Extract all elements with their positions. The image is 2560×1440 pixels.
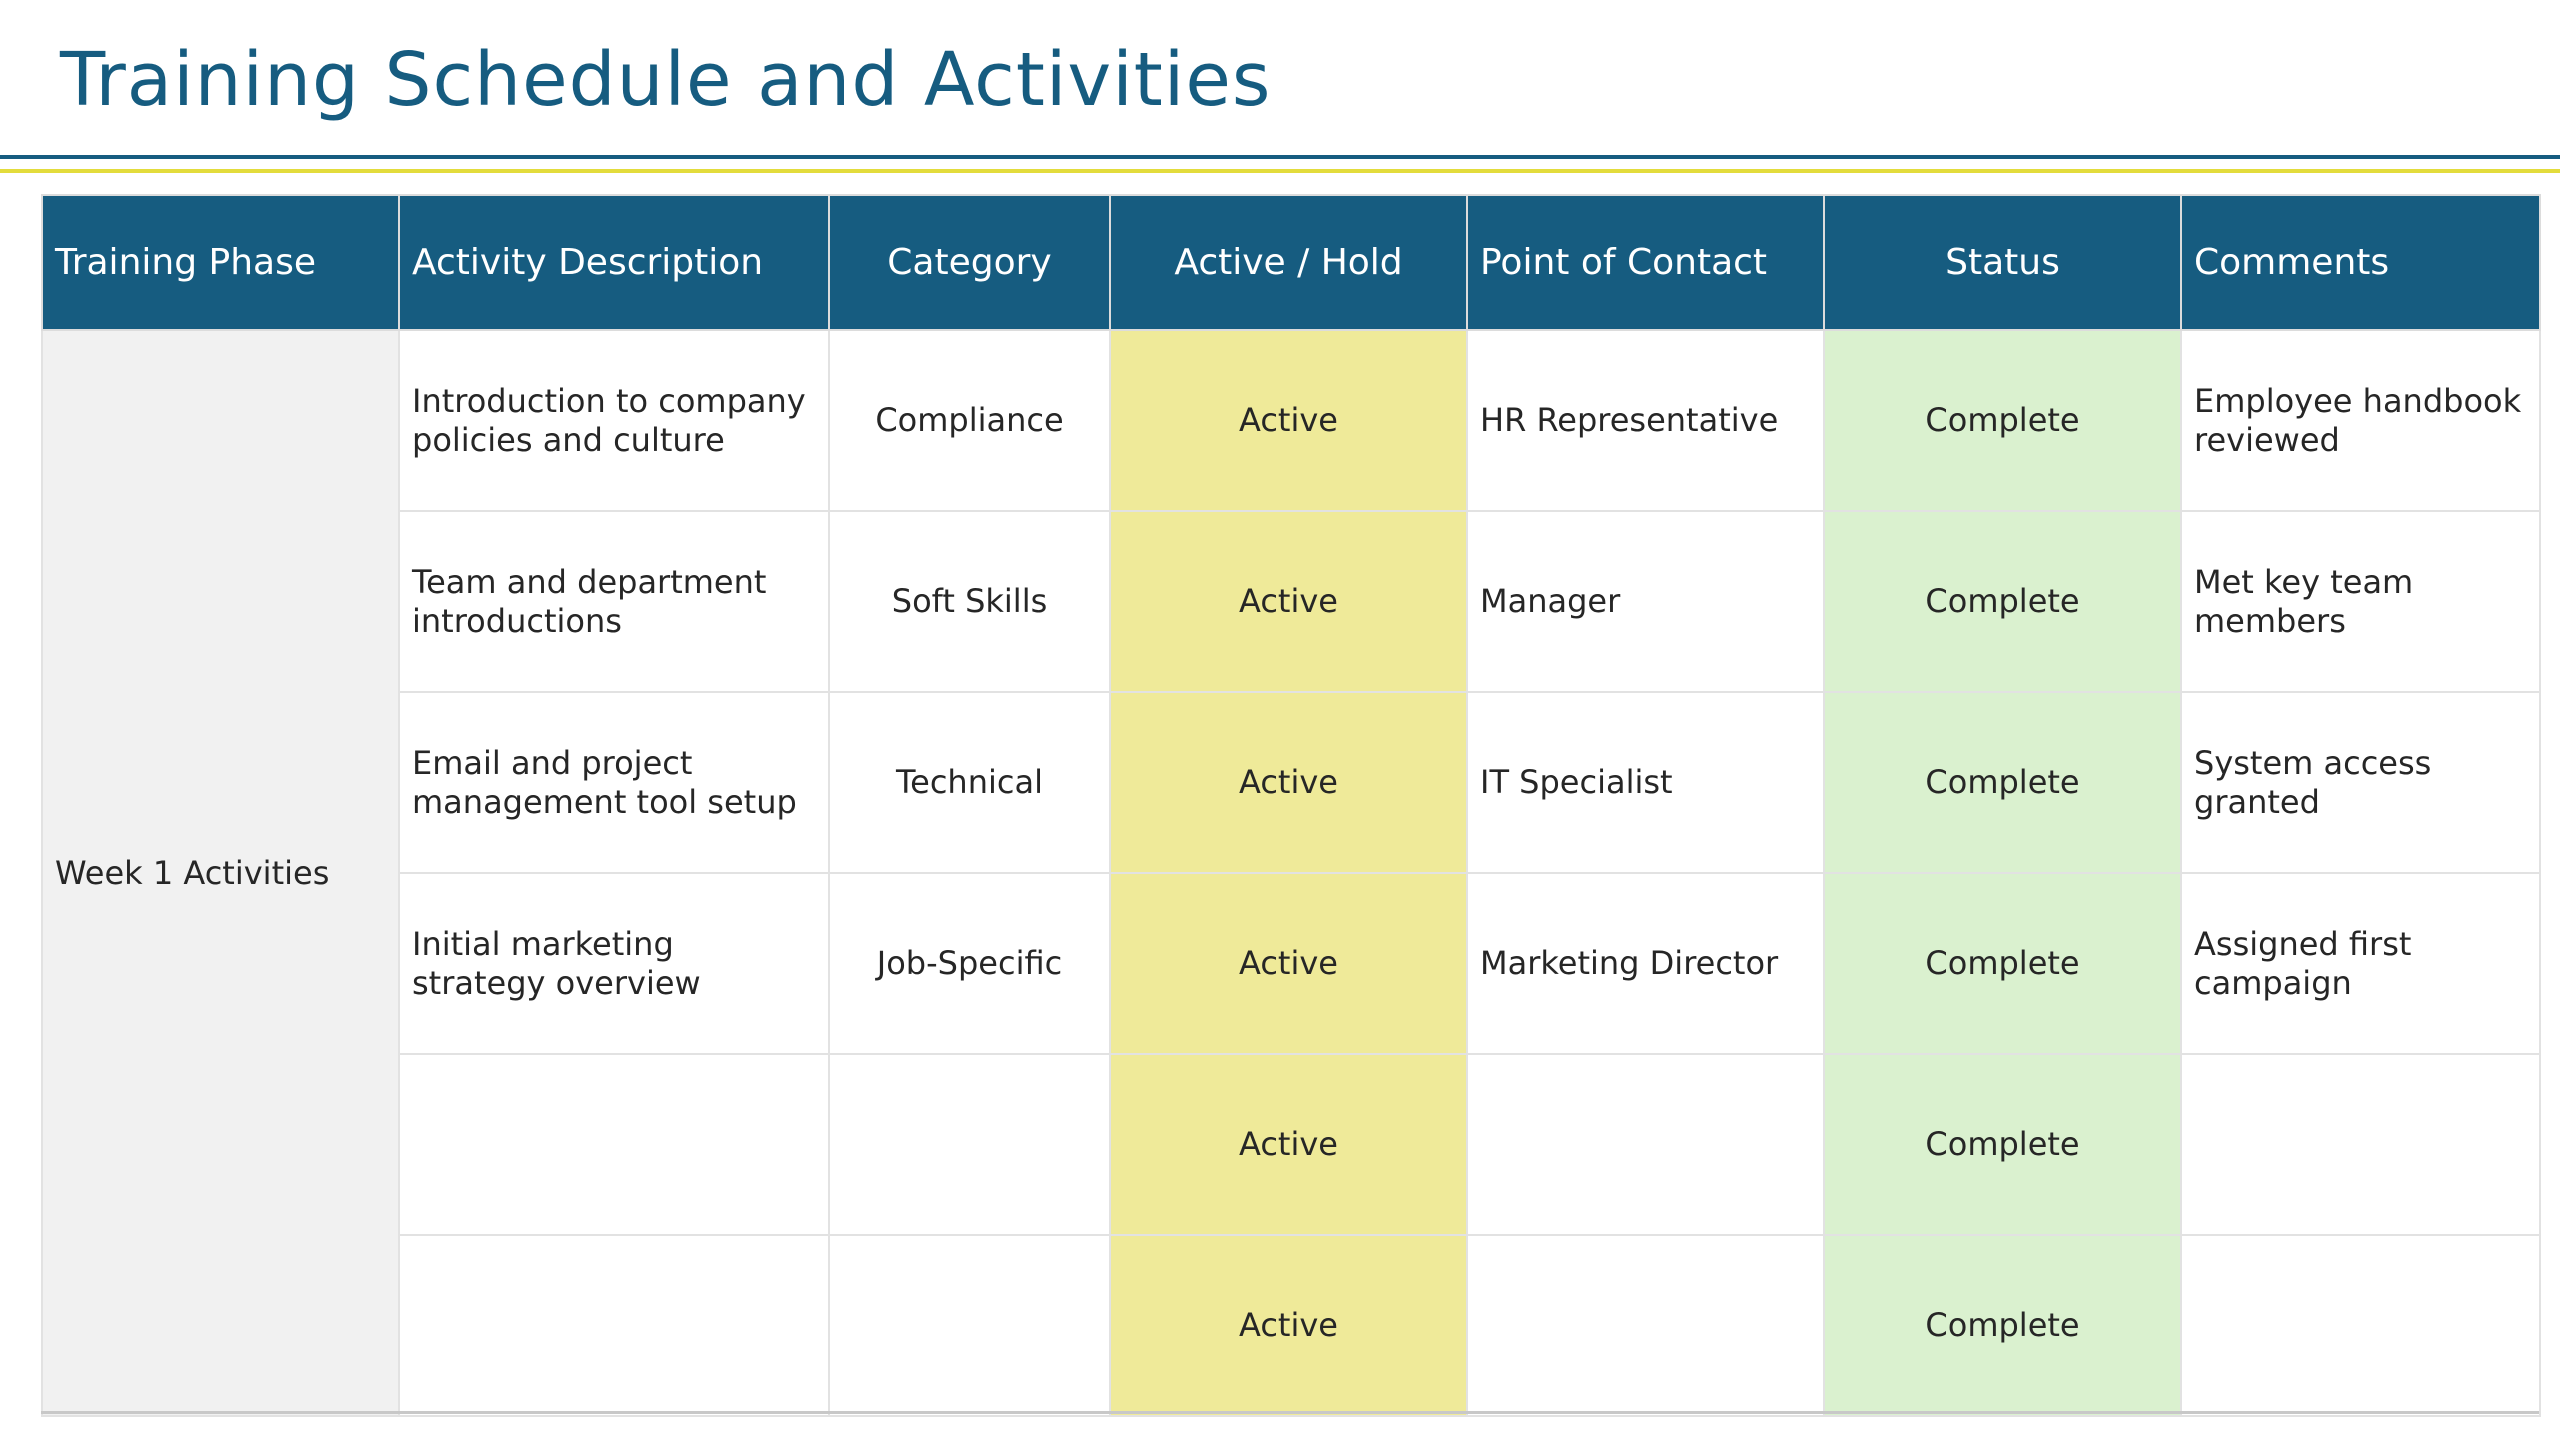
header-point-of-contact: Point of Contact [1467, 195, 1824, 330]
status-cell: Complete [1824, 511, 2181, 692]
activity-cell: Email and project management tool setup [399, 692, 829, 873]
table-row [42, 511, 2540, 692]
comments-cell: System access granted [2181, 692, 2540, 873]
status-cell: Complete [1824, 1054, 2181, 1235]
active-hold-cell: Active [1110, 692, 1467, 873]
header-status: Status [1824, 195, 2181, 330]
comments-cell: Employee handbook reviewed [2181, 330, 2540, 511]
header-training-phase: Training Phase [42, 195, 399, 330]
table-bottom-border [41, 1411, 2539, 1414]
header-activity-description: Activity Description [399, 195, 829, 330]
active-hold-cell: Active [1110, 511, 1467, 692]
activity-cell: Introduction to company policies and culture [399, 330, 829, 511]
contact-cell [1467, 1054, 1824, 1235]
training-schedule-table [41, 194, 2541, 1417]
contact-cell: Manager [1467, 511, 1824, 692]
comments-cell [2181, 1054, 2540, 1235]
category-cell: Soft Skills [829, 511, 1110, 692]
page-title: Training Schedule and Activities [60, 37, 1272, 123]
contact-cell: HR Representative [1467, 330, 1824, 511]
category-cell: Compliance [829, 330, 1110, 511]
contact-cell: IT Specialist [1467, 692, 1824, 873]
activity-cell [399, 1235, 829, 1416]
activity-cell: Team and department introductions [399, 511, 829, 692]
contact-cell: Marketing Director [1467, 873, 1824, 1054]
comments-cell: Met key team members [2181, 511, 2540, 692]
table-row [42, 330, 2540, 511]
status-cell: Complete [1824, 692, 2181, 873]
activity-cell [399, 1054, 829, 1235]
status-cell: Complete [1824, 873, 2181, 1054]
status-cell: Complete [1824, 1235, 2181, 1416]
table-row [42, 692, 2540, 873]
title-divider-blue [0, 155, 2560, 159]
status-cell: Complete [1824, 330, 2181, 511]
active-hold-cell: Active [1110, 873, 1467, 1054]
title-divider-yellow [0, 169, 2560, 173]
header-row [42, 195, 2540, 330]
activity-cell: Initial marketing strategy overview [399, 873, 829, 1054]
table-row [42, 1054, 2540, 1235]
comments-cell: Assigned first campaign [2181, 873, 2540, 1054]
category-cell: Technical [829, 692, 1110, 873]
category-cell: Job-Specific [829, 873, 1110, 1054]
category-cell [829, 1054, 1110, 1235]
active-hold-cell: Active [1110, 330, 1467, 511]
contact-cell [1467, 1235, 1824, 1416]
category-cell [829, 1235, 1110, 1416]
header-comments: Comments [2181, 195, 2540, 330]
table-row [42, 1235, 2540, 1416]
header-category: Category [829, 195, 1110, 330]
table-row [42, 873, 2540, 1054]
active-hold-cell: Active [1110, 1235, 1467, 1416]
comments-cell [2181, 1235, 2540, 1416]
phase-cell: Week 1 Activities [42, 330, 399, 1416]
active-hold-cell: Active [1110, 1054, 1467, 1235]
header-active-hold: Active / Hold [1110, 195, 1467, 330]
